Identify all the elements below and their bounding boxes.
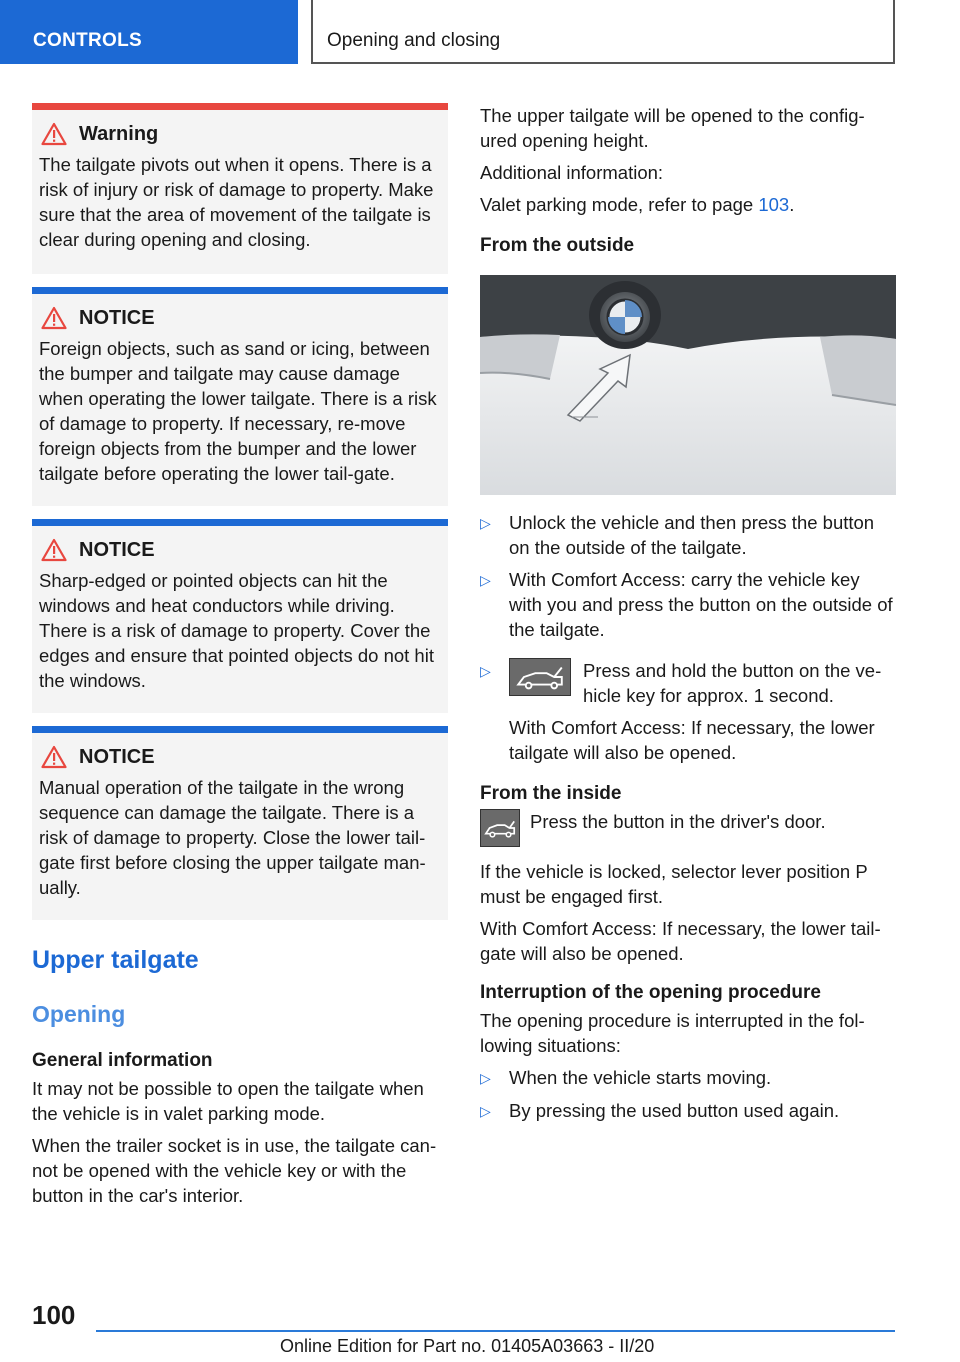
paragraph: The upper tailgate will be opened to the config-ured opening height. xyxy=(480,105,865,151)
list-item-text: When the vehicle starts moving. xyxy=(509,1067,772,1088)
paragraph: The opening procedure is interrupted in the fol-lowing situations: xyxy=(480,1010,865,1056)
warning-triangle-icon xyxy=(41,745,67,769)
warning-box xyxy=(32,103,448,274)
warning-triangle-icon xyxy=(41,538,67,562)
notice-box-2 xyxy=(32,519,448,713)
notice-title: NOTICE xyxy=(79,306,155,329)
notice-box-1 xyxy=(32,287,448,506)
notice-text: Manual operation of the tailgate in the wrong sequence can damage the tailgate. There is a risk of damage to property. Close the lower tail-gate first before closing the upper tailgate man-ually. xyxy=(39,777,426,898)
paragraph xyxy=(480,192,896,217)
page-number: 100 xyxy=(32,1300,76,1330)
paragraph: When the trailer socket is in use, the tailgate can-not be opened with the vehicle key or with the button in the car's interior. xyxy=(32,1135,437,1206)
left-column xyxy=(32,103,448,1215)
warning-text: The tailgate pivots out when it opens. There is a risk of injury or risk of damage to property. Make sure that the area of movement of the tailgate is clear during opening and closing. xyxy=(39,154,434,250)
topic-heading: From the outside xyxy=(480,235,635,256)
triangle-right-icon: ▷ xyxy=(480,1070,491,1086)
list-item-text: With Comfort Access: If necessary, the lower tailgate will also be opened. xyxy=(509,717,875,763)
warning-triangle-icon xyxy=(41,122,67,146)
car-tailgate-icon xyxy=(509,658,571,696)
paragraph: Additional information: xyxy=(480,162,664,183)
list-item-text: Unlock the vehicle and then press the button on the outside of the tailgate. xyxy=(509,512,875,558)
notice-title: NOTICE xyxy=(79,745,155,768)
section-heading: Upper tailgate xyxy=(32,946,199,974)
paragraph: With Comfort Access: If necessary, the lower tail-gate will also be opened. xyxy=(480,918,881,964)
inside-instruction xyxy=(480,809,896,847)
triangle-right-icon: ▷ xyxy=(480,572,491,588)
list-item xyxy=(480,658,896,765)
triangle-right-icon: ▷ xyxy=(480,663,491,679)
notice-text: Foreign objects, such as sand or icing, between the bumper and tailgate may cause damage when operating the lower tailgate. There is a risk of damage to property. If necessary, re-move foreign objects from the bumper and the lower tailgate before operating the lower tail-gate. xyxy=(39,338,437,484)
edition-note: Online Edition for Part no. 01405A03663 - II/20 xyxy=(280,1336,655,1356)
topic-heading: General information xyxy=(32,1050,213,1071)
paragraph-text: Valet parking mode, refer to page xyxy=(480,194,759,215)
warning-triangle-icon xyxy=(41,306,67,330)
section-tab xyxy=(0,0,298,64)
paragraph-text: . xyxy=(789,194,795,215)
paragraph: If the vehicle is locked, selector lever position P must be engaged first. xyxy=(480,861,868,907)
list-item-text: By pressing the used button used again. xyxy=(509,1100,840,1121)
right-column xyxy=(480,103,896,1131)
section-label: CONTROLS xyxy=(33,30,143,51)
topic-heading: From the inside xyxy=(480,783,622,804)
tailgate-button-photo xyxy=(480,275,896,495)
triangle-right-icon: ▷ xyxy=(480,515,491,531)
paragraph: Press the button in the driver's door. xyxy=(530,811,826,832)
subsection-heading: Opening xyxy=(32,1001,126,1027)
notice-title: NOTICE xyxy=(79,538,155,561)
page-link[interactable]: 103 xyxy=(758,194,790,215)
list-item-text: With Comfort Access: carry the vehicle key with you and press the button on the outside of the tailgate. xyxy=(509,569,893,640)
list-item-body xyxy=(509,658,896,765)
footer-divider xyxy=(96,1330,895,1332)
paragraph: It may not be possible to open the tailgate when the vehicle is in valet parking mode. xyxy=(32,1078,424,1124)
warning-title: Warning xyxy=(79,122,159,145)
notice-text: Sharp-edged or pointed objects can hit the windows and heat conductors while driving. There is a risk of damage to property. Cover the edges and ensure that pointed objects do not hit the windows. xyxy=(39,570,434,691)
list-item-text: Press and hold the button on the ve-hicle key for approx. 1 second. xyxy=(583,660,882,706)
triangle-right-icon: ▷ xyxy=(480,1103,491,1119)
list-item xyxy=(480,1065,896,1091)
chapter-title: Opening and closing xyxy=(327,30,501,51)
notice-box-3 xyxy=(32,726,448,920)
car-tailgate-icon xyxy=(480,809,520,847)
list-item xyxy=(480,1098,896,1124)
chapter-header xyxy=(311,0,895,64)
topic-heading: Interruption of the opening procedure xyxy=(480,982,821,1003)
list-item xyxy=(480,510,896,560)
list-item xyxy=(480,567,896,642)
